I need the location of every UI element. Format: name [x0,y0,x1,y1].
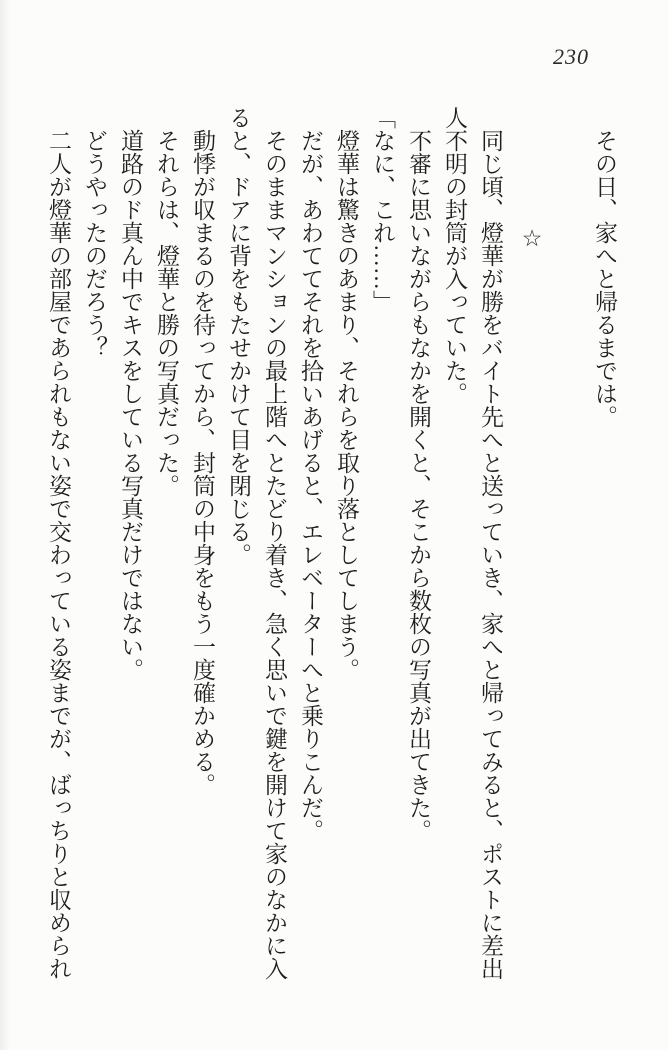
text-column: 人不明の封筒が入っていた。 [442,106,467,405]
text-column: だが、あわててそれを拾いあげると、エレベーターへと乗りこんだ。 [298,129,323,842]
text-column: ると、ドアに背をもたせかけて目を閉じる。 [226,106,251,566]
text-column: 二人が燈華の部屋であられもない姿で交わっている姿までが、ばっちりと収められ [46,129,71,980]
text-column: それらは、燈華と勝の写真だった。 [154,129,179,497]
body-text [40,106,622,1011]
text-column: その日、家へと帰るまでは。 [592,129,617,428]
section-break-star: ☆ [520,225,545,252]
page-number: 230 [553,44,589,69]
text-column: 不審に思いながらもなかを開くと、そこから数枚の写真が出てきた。 [406,129,431,842]
text-column: そのままマンションの最上階へとたどり着き、急く思いで鍵を開けて家のなかに入 [262,129,287,980]
text-column: どうやったのだろう？ [82,129,107,359]
text-column: 動悸が収まるのを待ってから、封筒の中身をもう一度確かめる。 [190,129,215,796]
page-edge-shading [0,0,10,1050]
text-column: 道路のド真ん中でキスをしている写真だけではない。 [118,129,143,681]
text-column: 同じ頃、燈華が勝をバイト先へと送っていき、家へと帰ってみると、ポストに差出 [478,129,503,980]
text-column: 燈華は驚きのあまり、それらを取り落としてしまう。 [334,129,359,681]
text-column-dialogue: 「なに、これ……」 [370,106,395,313]
